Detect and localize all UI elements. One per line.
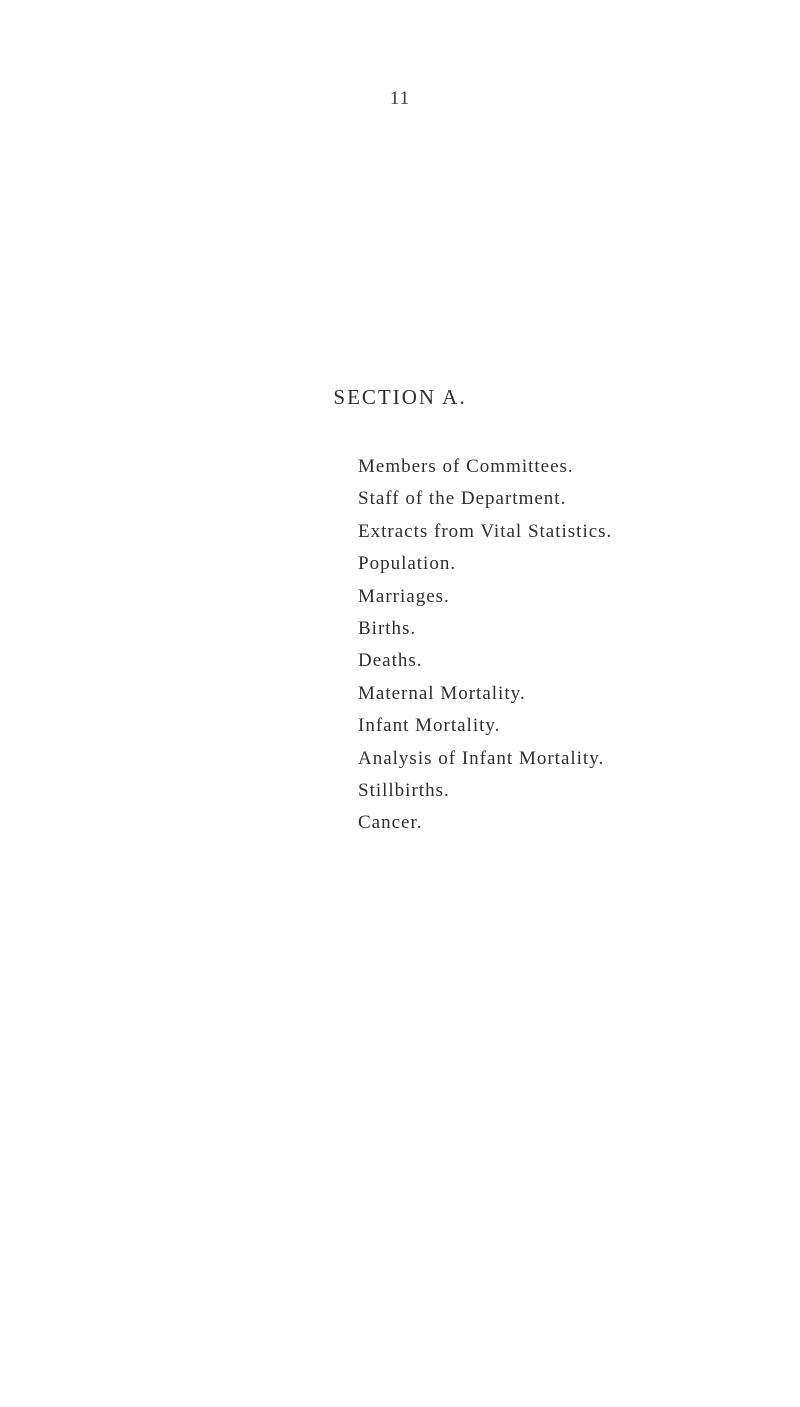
list-item: Population. [358,553,457,575]
list-item: Deaths. [358,650,423,672]
list-item: Cancer. [358,812,423,834]
list-item: Maternal Mortality. [358,682,526,704]
list-item: Extracts from Vital Statistics. [358,520,613,542]
list-item: Staff of the Department. [358,488,567,510]
list-item: Infant Mortality. [358,715,501,737]
list-item: Members of Committees. [358,456,574,477]
list-item: Marriages. [358,585,450,607]
list-item: Analysis of Infant Mortality. [358,747,605,769]
list-item: Births. [358,617,417,639]
list-item: Stillbirths. [358,779,450,801]
contents-list [358,451,612,840]
page-number: 11 [389,88,411,109]
section-heading: SECTION A. [333,385,467,409]
